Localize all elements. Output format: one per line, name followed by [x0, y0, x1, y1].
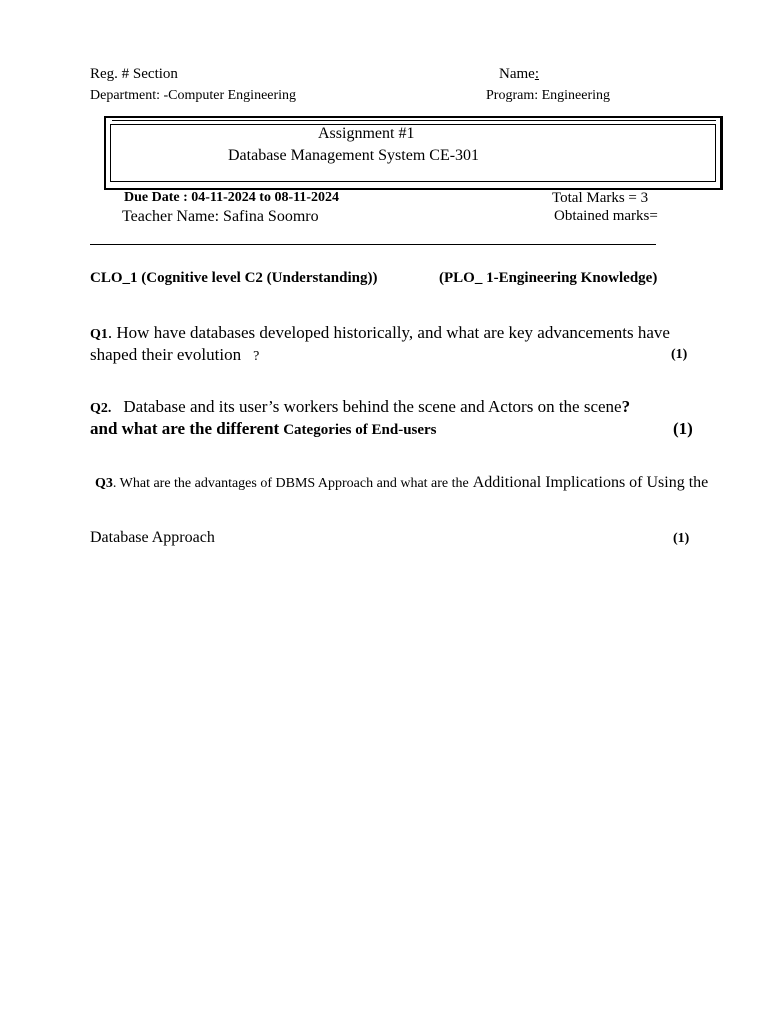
- question-2-line-1: [90, 397, 630, 417]
- question-2-text-cont: and what are the different: [90, 419, 280, 438]
- course-title: Database Management System CE-301: [228, 147, 480, 164]
- question-1-number: Q1: [90, 327, 108, 342]
- total-marks: Total Marks = 3: [552, 190, 649, 206]
- question-3-line-2: Database Approach: [90, 529, 215, 546]
- title-box-right-line: [720, 118, 721, 190]
- question-1-text: . How have databases developed historically, and what are key advancements have: [107, 323, 670, 342]
- obtained-marks: Obtained marks=: [554, 208, 658, 224]
- question-3-text-b: Additional Implications of Using the: [472, 474, 709, 491]
- plo-label: (PLO_ 1-Engineering Knowledge): [439, 270, 658, 286]
- reg-section-label: Reg. # Section: [90, 66, 178, 82]
- name-label: [499, 66, 539, 83]
- teacher-name: Teacher Name: Safina Soomro: [122, 208, 319, 225]
- question-1-marks: (1): [671, 347, 688, 362]
- question-1-mark: ?: [253, 349, 260, 364]
- question-2-mark: ?: [621, 397, 631, 416]
- question-2-marks: (1): [673, 419, 693, 438]
- due-date: Due Date : 04-11-2024 to 08-11-2024: [124, 190, 340, 205]
- question-1-line-1: [90, 323, 670, 343]
- department-label: Department: -Computer Engineering: [90, 88, 297, 103]
- question-2-text: Database and its user’s workers behind the scene and Actors on the scene: [123, 397, 622, 416]
- question-1-text-cont: shaped their evolution: [90, 345, 242, 364]
- assignment-title: Assignment #1: [318, 125, 415, 142]
- horizontal-rule: [90, 244, 656, 245]
- name-colon: :: [534, 66, 539, 82]
- title-box-top-line: [112, 120, 716, 121]
- question-3-line-1: [95, 474, 708, 492]
- question-3-number: Q3: [95, 476, 113, 491]
- clo-label: CLO_1 (Cognitive level C2 (Understanding)): [90, 270, 378, 286]
- name-label-text: Name: [499, 66, 535, 82]
- question-1-line-2: [90, 345, 259, 365]
- question-2-end-users: Categories of End-users: [283, 422, 437, 438]
- question-2-number: Q2.: [90, 401, 112, 416]
- question-3-marks: (1): [673, 531, 690, 546]
- program-label: Program: Engineering: [486, 88, 611, 103]
- question-3-text: . What are the advantages of DBMS Approach and what are the: [112, 476, 469, 491]
- question-2-line-2: [90, 419, 437, 439]
